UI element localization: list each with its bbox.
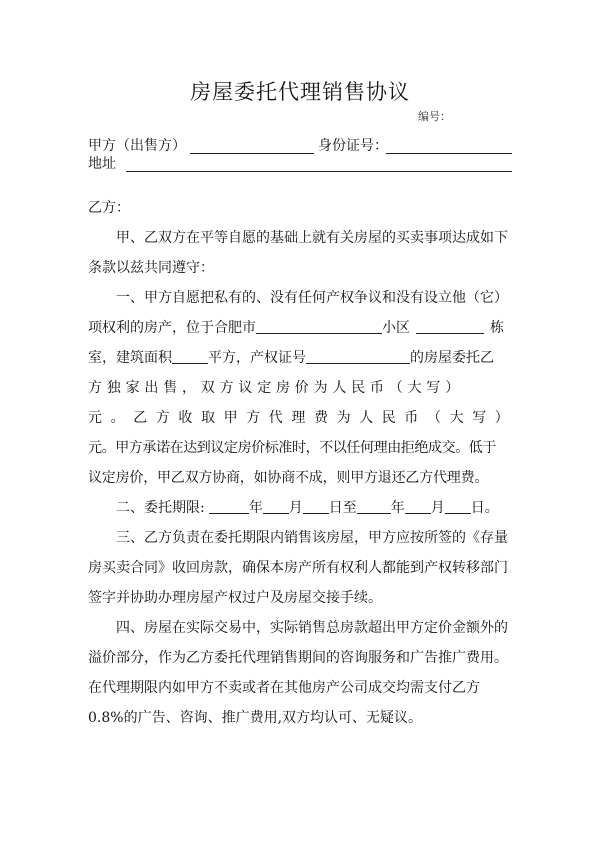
party-a-id-label: 身份证号： <box>318 138 388 154</box>
end-day-blank[interactable] <box>445 499 471 514</box>
party-b-label: 乙方： <box>88 200 130 216</box>
clause2-year: 年 <box>248 500 263 516</box>
clause1-line-1: 一、甲方自愿把私有的、没有任何产权争议和没有设立他（它） <box>116 290 508 306</box>
community-blank[interactable] <box>416 319 484 334</box>
clause4-line-4: 0.8%的广告、咨询、推广费用,双方均认可、无疑议。 <box>88 710 423 726</box>
clause1-line-3 <box>88 348 494 368</box>
party-a-label: 甲方（出售方） <box>88 138 186 154</box>
end-year-blank[interactable] <box>357 499 391 514</box>
clause1-community-text: 小区 <box>382 320 410 336</box>
document-number-label: 编号： <box>418 110 451 123</box>
clause1-line-5: 元。乙方收取甲方代理费为人民币（大写） <box>88 410 518 426</box>
clause1-line-2 <box>88 318 504 338</box>
document-title: 房屋委托代理销售协议 <box>190 80 410 104</box>
clause1-line-4: 方独家出售，双方议定房价为人民币（大写） <box>88 380 464 396</box>
clause1-building-text: 栋 <box>490 320 504 336</box>
clause3-line-3: 签字并协助办理房屋产权过户及房屋交接手续。 <box>88 590 382 606</box>
clause4-line-1: 四、房屋在实际交易中，实际销售总房款超出甲方定价金额外的 <box>116 620 508 636</box>
party-a-address-blank[interactable] <box>126 157 512 172</box>
party-a-row <box>88 136 186 156</box>
intro-line-1: 甲、乙双方在平等自愿的基础上就有关房屋的买卖事项达成如下 <box>116 230 508 246</box>
intro-line-2: 条款以兹共同遵守： <box>88 260 214 276</box>
clause3-line-1: 三、乙方负责在委托期限内销售该房屋，甲方应按所签的《存量 <box>116 530 508 546</box>
clause2-year2: 年 <box>390 500 405 516</box>
party-a-address-label: 地址 <box>88 156 116 172</box>
clause2-day-to: 日至 <box>328 500 357 516</box>
clause2-month: 月 <box>288 500 303 516</box>
start-year-blank[interactable] <box>209 499 249 514</box>
party-a-id-blank[interactable] <box>386 139 512 154</box>
clause1-area-text: 室，建筑面积 <box>88 350 172 366</box>
start-day-blank[interactable] <box>303 499 329 514</box>
district-blank[interactable] <box>256 319 382 334</box>
area-blank[interactable] <box>172 349 208 364</box>
clause1-line-7: 议定房价，甲乙双方协商，如协商不成，则甲方退还乙方代理费。 <box>88 470 489 486</box>
clause1-entrust-text: 的房屋委托乙 <box>410 350 494 366</box>
clause2-label: 二、委托期限: <box>116 500 205 516</box>
clause4-line-3: 在代理期限内如甲方不卖或者在其他房产公司成交均需支付乙方 <box>88 680 480 696</box>
clause2-month2: 月 <box>430 500 445 516</box>
clause1-location-text: 项权利的房产，位于合肥市 <box>88 320 256 336</box>
clause1-line-6: 元。甲方承诺在达到议定房价标准时，不以任何理由拒绝成交。低于 <box>88 440 496 456</box>
end-month-blank[interactable] <box>405 499 431 514</box>
start-month-blank[interactable] <box>263 499 289 514</box>
clause3-line-2: 房买卖合同》收回房款，确保本房产所有权利人都能到产权转移部门 <box>88 560 508 576</box>
certificate-number-blank[interactable] <box>306 349 410 364</box>
clause4-line-2: 溢价部分，作为乙方委托代理销售期间的咨询服务和广告推广费用。 <box>88 650 508 666</box>
clause2-day-end: 日。 <box>470 500 499 516</box>
clause1-cert-text: 平方，产权证号 <box>208 350 306 366</box>
party-a-name-blank[interactable] <box>190 139 314 154</box>
clause2-line <box>116 498 499 518</box>
